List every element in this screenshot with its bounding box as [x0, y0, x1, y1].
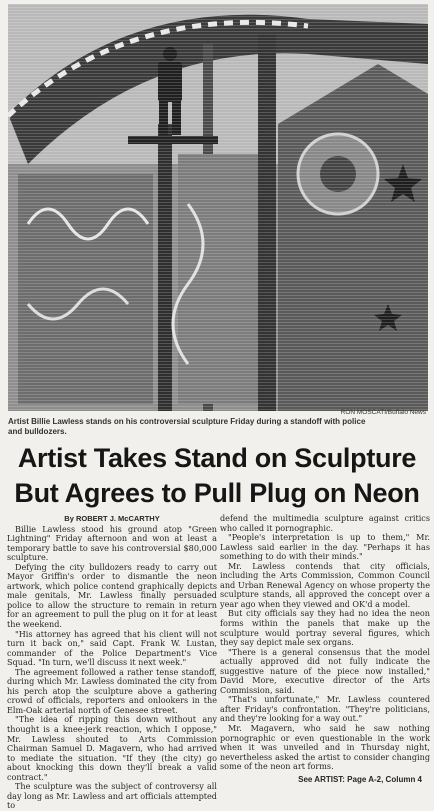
paragraph: Mr. Lawless contends that city officials, including the Arts Commission, Common Council and Urban Renewal Agency on whose property the sculpture stands, all approved the concept over a year ago when they viewed and OK'd a model.	[220, 560, 430, 609]
paragraph: Defying the city bulldozers ready to carry out Mayor Griffin's order to dismantle the neon artwork, which police contend graphically depicts male genitals, Mr. Lawless finally persuaded police to allow the structure to remain in return for an agreement to pull the plug on it for at least the weekend.	[7, 561, 217, 630]
paragraph: "His attorney has agreed that his client will not turn it back on," said Capt. Frank W. Lustan, commander of the Police Department's Vice Squad. "In turn, we'll discuss it next week."	[7, 628, 217, 668]
headline-line-1: Artist Takes Stand on Sculpture	[17, 443, 417, 473]
news-photo	[8, 4, 428, 411]
article-column-1	[7, 514, 217, 811]
paragraph: defend the multimedia sculpture against critics who called it pornographic.	[220, 513, 430, 533]
article-column-2	[220, 514, 430, 784]
sculpture-photo-illustration	[8, 4, 428, 411]
paragraph: Billie Lawless stood his ground atop "Green Lightning" Friday afternoon and won at least a temporary battle to save his controversial $80,000 sculpture.	[7, 523, 217, 563]
paragraph: "That's unfortunate," Mr. Lawless countered after Friday's confrontation. "They're politicians, and they're looking for a way out."	[220, 694, 430, 724]
paragraph: The agreement followed a rather tense standoff, during which Mr. Lawless dominated the city from his perch atop the sculpture above a gathering crowd of officials, reporters and onlookers in the Elm-Oak arterial north of Genesee street.	[7, 666, 217, 715]
headline-line-2: But Agrees to Pull Plug on Neon	[14, 478, 420, 508]
paragraph: But city officials say they had no idea the neon forms within the panels that make up the sculpture would portray several figures, which they say depict male sex organs.	[220, 608, 430, 648]
byline: By ROBERT J. McCARTHY	[64, 514, 160, 523]
paragraph: "People's interpretation is up to them," Mr. Lawless said earlier in the day. "Perhaps it has something to do with their minds."	[220, 532, 430, 562]
paragraph: "There is a general consensus that the model actually approved did not fully indicate the suggestive nature of the piece now installed," David More, executive director of the Arts Commission, said.	[220, 646, 430, 695]
paragraph: The sculpture was the subject of controversy all day long as Mr. Lawless and art officials attempted to	[7, 781, 217, 811]
paragraph: Mr. Magavern, who said he saw nothing pornographic or even questionable in the work when it was unveiled and in Thursday night, nevertheless asked the artist to consider changing some of the neon art forms.	[220, 723, 430, 772]
paragraph: "The idea of ripping this down without any thought is a knee-jerk reaction, which I oppose," Mr. Lawless shouted to Arts Commission Chairman Samuel D. Magavern, who had arrived to mediate the situation. "If they (the city) go about knocking this down they'll break a valid contract."	[7, 714, 217, 782]
photo-credit: RON MOSCATI/Buffalo News	[340, 409, 426, 416]
continuation-jump-line: See ARTIST: Page A-2, Column 4	[298, 774, 422, 784]
photo-caption: Artist Billie Lawless stands on his controversial sculpture Friday during a standoff with police and bulldozers.	[8, 417, 366, 436]
